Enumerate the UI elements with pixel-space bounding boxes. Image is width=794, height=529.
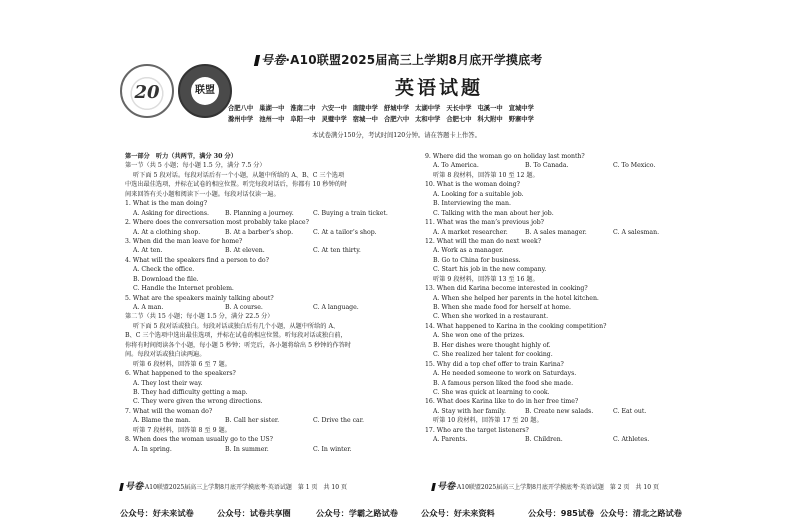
school-name: 六安一中 bbox=[321, 105, 347, 112]
brand-mark-icon bbox=[254, 55, 260, 66]
text-line: C. Talking with the man about her job. bbox=[433, 209, 554, 217]
option-row bbox=[425, 228, 725, 237]
footer-brand: 号卷 bbox=[437, 482, 456, 492]
option-row bbox=[125, 209, 410, 218]
question-text: 13. When did Karina become interested in cooking? bbox=[425, 285, 588, 293]
answer-option: A. Asking for directions. bbox=[133, 209, 209, 217]
school-name: 宿城一中 bbox=[352, 116, 378, 123]
text-line: C. When she worked in a restaurant. bbox=[433, 313, 549, 321]
text-line: 听下面 5 段对话或独白。每段对话或独白后有几个小题，从题中所给的 A、 bbox=[133, 322, 340, 330]
text-line: A. Check the office. bbox=[133, 266, 195, 274]
answer-option: A. At a clothing shop. bbox=[133, 228, 201, 236]
text-line: A. She won one of the prizes. bbox=[433, 332, 525, 340]
brand-logo bbox=[178, 64, 232, 118]
option-row bbox=[425, 407, 725, 416]
school-name: 天长中学 bbox=[446, 105, 472, 112]
answer-option: A. At ten. bbox=[133, 247, 163, 255]
question-text: 2. Where does the conversation most probably take place? bbox=[125, 219, 309, 227]
school-list-row-1 bbox=[228, 103, 540, 112]
answer-option: B. Call her sister. bbox=[225, 417, 280, 425]
school-name: 舒城中学 bbox=[383, 105, 410, 112]
text-line: B. A famous person liked the food she made. bbox=[433, 379, 574, 387]
question-text: 3. When did the man leave for home? bbox=[125, 237, 243, 245]
text-line: A. He needed someone to work on Saturdays. bbox=[433, 370, 577, 378]
question-text: 14. What happened to Karina in the cooking competition? bbox=[425, 322, 607, 330]
answer-option: C. Buying a train ticket. bbox=[313, 209, 388, 217]
answer-option: A. Stay with her family. bbox=[433, 407, 507, 415]
text-line: B. When she made food for herself at home. bbox=[433, 304, 572, 311]
question-text: 7. What will the woman do? bbox=[125, 407, 213, 415]
answer-option: A. A man. bbox=[133, 304, 164, 311]
footer-text: ·A10联盟2025届高三上学期8月底开学摸底考·英语试题 第 2 页 共 10 页 bbox=[455, 484, 659, 491]
option-row bbox=[125, 303, 410, 312]
answer-option: C. Athletes. bbox=[613, 436, 650, 444]
text-line: 听第 10 段材料，回答第 17 至 20 题。 bbox=[433, 417, 543, 425]
wechat-account: 公众号：清北之路试卷 bbox=[600, 508, 682, 518]
answer-option: A. Parents. bbox=[433, 436, 468, 444]
text-line: C. Handle the Internet problem. bbox=[133, 285, 234, 293]
page-title: 英语试题 bbox=[395, 77, 484, 99]
question-text: 11. What was the man’s previous job? bbox=[425, 219, 545, 227]
question-text: 1. What is the man doing? bbox=[125, 200, 208, 208]
text-line: 你将有时间阅读各个小题，每小题 5 秒钟；听完后，各小题将给出 5 秒钟的作答时 bbox=[125, 341, 352, 349]
text-line: A. Work as a manager. bbox=[433, 247, 504, 255]
answer-option: A. To America. bbox=[433, 162, 479, 170]
school-name: 太湖中学 bbox=[415, 105, 441, 112]
option-row bbox=[125, 416, 410, 425]
question-text: 4. What will the speakers find a person to do? bbox=[125, 256, 269, 264]
question-text: 5. What are the speakers mainly talking about? bbox=[125, 294, 274, 302]
school-name: 宣城中学 bbox=[508, 105, 534, 112]
header-title: ·A10联盟2025届高三上学期8月底开学摸底考 bbox=[285, 53, 543, 67]
option-row bbox=[125, 228, 410, 237]
brand-mark-icon bbox=[119, 483, 124, 491]
text-line: 间来回答有关小题和阅读下一小题。每段对话仅读一遍。 bbox=[125, 190, 280, 198]
answer-option: A. In spring. bbox=[133, 445, 172, 453]
question-text: 12. What will the man do next week? bbox=[425, 237, 542, 245]
text-line: 听第 6 段材料，回答第 6 至 7 题。 bbox=[133, 360, 231, 368]
answer-option: C. In winter. bbox=[313, 445, 352, 453]
answer-option: B. In summer. bbox=[225, 445, 269, 453]
text-line: C. She was quick at learning to cook. bbox=[433, 388, 550, 396]
exam-notice: 本试卷满分150分，考试时间120分钟。请在答题卡上作答。 bbox=[312, 132, 481, 139]
answer-option: B. A sales manager. bbox=[525, 228, 587, 236]
text-line: B. Her dishes were thought highly of. bbox=[433, 341, 551, 349]
brand-mark-icon bbox=[431, 483, 436, 491]
text-line: 第一节（共 5 小题；每小题 1.5 分，满分 7.5 分） bbox=[125, 162, 266, 170]
header-brand: 号卷 bbox=[261, 53, 286, 67]
school-name: 阜阳一中 bbox=[290, 116, 316, 123]
text-line: C. She realized her talent for cooking. bbox=[433, 351, 553, 359]
text-line: 间。每段对话或独白读两遍。 bbox=[125, 351, 206, 359]
question-text: 17. Who are the target listeners? bbox=[425, 426, 529, 434]
school-name: 滁州中学 bbox=[228, 116, 254, 123]
school-name: 太和中学 bbox=[415, 116, 441, 123]
school-name: 科大附中 bbox=[477, 116, 503, 123]
school-name: 野寨中学 bbox=[508, 116, 534, 123]
answer-option: A. Blame the man. bbox=[133, 417, 191, 425]
footer-right bbox=[432, 479, 659, 492]
answer-option: C. At ten thirty. bbox=[313, 247, 361, 255]
wechat-account: 公众号：好未来资料 bbox=[421, 508, 495, 518]
text-line: 第二节（共 15 小题；每小题 1.5 分，满分 22.5 分） bbox=[125, 313, 274, 321]
exam-header bbox=[255, 51, 543, 68]
school-name: 合肥六中 bbox=[383, 116, 410, 123]
text-line: A. They lost their way. bbox=[133, 379, 203, 387]
school-name: 淮南二中 bbox=[290, 105, 316, 112]
text-line: A. When she helped her parents in the hotel kitchen. bbox=[433, 294, 599, 302]
text-line: C. They were given the wrong directions. bbox=[133, 398, 263, 406]
answer-option: B. At eleven. bbox=[225, 247, 265, 255]
question-text: 9. Where did the woman go on holiday last month? bbox=[425, 153, 585, 160]
question-text: 8. When does the woman usually go to the US? bbox=[125, 436, 273, 444]
option-row bbox=[125, 445, 410, 454]
text-line: C. Start his job in the new company. bbox=[433, 266, 547, 274]
alliance-logo bbox=[120, 64, 174, 118]
answer-option: C. Eat out. bbox=[613, 407, 647, 415]
text-line: 中选出最佳选项，并标在试卷的相应位置。听完每段对话后，你都有 10 秒钟的时 bbox=[125, 181, 348, 189]
school-list-row-2 bbox=[228, 114, 540, 123]
text-line: A. Looking for a suitable job. bbox=[433, 190, 524, 198]
footer-brand: 号卷 bbox=[125, 482, 144, 492]
school-name: 池州一中 bbox=[259, 116, 285, 123]
text-line: B. Download the file. bbox=[133, 275, 199, 283]
right-column bbox=[425, 152, 725, 445]
school-name: 巢湖一中 bbox=[259, 105, 285, 112]
text-line: B. Go to China for business. bbox=[433, 256, 521, 264]
text-line: 听第 7 段材料，回答第 8 至 9 题。 bbox=[133, 426, 231, 434]
logo-text: 联盟 bbox=[191, 77, 219, 105]
option-row bbox=[125, 246, 410, 255]
answer-option: C. At a tailor’s shop. bbox=[313, 228, 377, 236]
answer-option: A. A market researcher. bbox=[433, 228, 508, 236]
footer-left bbox=[120, 479, 347, 492]
answer-option: B. A course. bbox=[225, 304, 263, 311]
option-row bbox=[425, 161, 725, 170]
text-line: B、C 三个选项中选出最佳选项，并标在试卷的相应位置。听每段对话或独白前， bbox=[125, 332, 347, 340]
answer-option: B. At a barber’s shop. bbox=[225, 228, 294, 236]
answer-option: B. To Canada. bbox=[525, 162, 569, 170]
text-line: 第一部分 听力（共两节，满分 30 分） bbox=[125, 153, 237, 160]
logo-number: 20 bbox=[134, 82, 160, 103]
answer-option: C. A language. bbox=[313, 304, 359, 311]
school-name: 屯溪一中 bbox=[477, 105, 503, 112]
answer-option: B. Planning a journey. bbox=[225, 209, 294, 217]
text-line: 听第 8 段材料，回答第 10 至 12 题。 bbox=[433, 171, 539, 179]
answer-option: B. Create new salads. bbox=[525, 407, 594, 415]
text-line: 听第 9 段材料，回答第 13 至 16 题。 bbox=[433, 275, 539, 283]
text-line: 听下面 5 段对话。每段对话后有一个小题，从题中所给的 A、B、C 三个选项 bbox=[133, 171, 345, 179]
wechat-account: 公众号：985试卷 bbox=[528, 508, 595, 518]
school-name: 合肥七中 bbox=[446, 116, 472, 123]
school-name: 合肥八中 bbox=[228, 105, 254, 112]
school-name: 南陵中学 bbox=[352, 105, 378, 112]
question-text: 16. What does Karina like to do in her free time? bbox=[425, 398, 579, 406]
wechat-account: 公众号：学霸之路试卷 bbox=[316, 508, 398, 518]
school-name: 灵璧中学 bbox=[321, 116, 347, 123]
answer-option: C. To Mexico. bbox=[613, 162, 656, 170]
question-text: 15. Why did a top chef offer to train Karina? bbox=[425, 360, 564, 368]
question-text: 10. What is the woman doing? bbox=[425, 181, 520, 189]
answer-option: C. Drive the car. bbox=[313, 417, 364, 425]
answer-option: C. A salesman. bbox=[613, 228, 660, 236]
footer-text: ·A10联盟2025届高三上学期8月底开学摸底考·英语试题 第 1 页 共 10 页 bbox=[143, 484, 347, 491]
left-column bbox=[125, 152, 410, 454]
wechat-account: 公众号：好未来试卷 bbox=[120, 508, 194, 518]
answer-option: B. Children. bbox=[525, 436, 563, 444]
text-line: B. They had difficulty getting a map. bbox=[133, 388, 248, 396]
text-line: B. Interviewing the man. bbox=[433, 200, 511, 208]
question-text: 6. What happened to the speakers? bbox=[125, 370, 236, 378]
option-row bbox=[425, 435, 725, 444]
wechat-account: 公众号：试卷共享圈 bbox=[217, 508, 291, 518]
